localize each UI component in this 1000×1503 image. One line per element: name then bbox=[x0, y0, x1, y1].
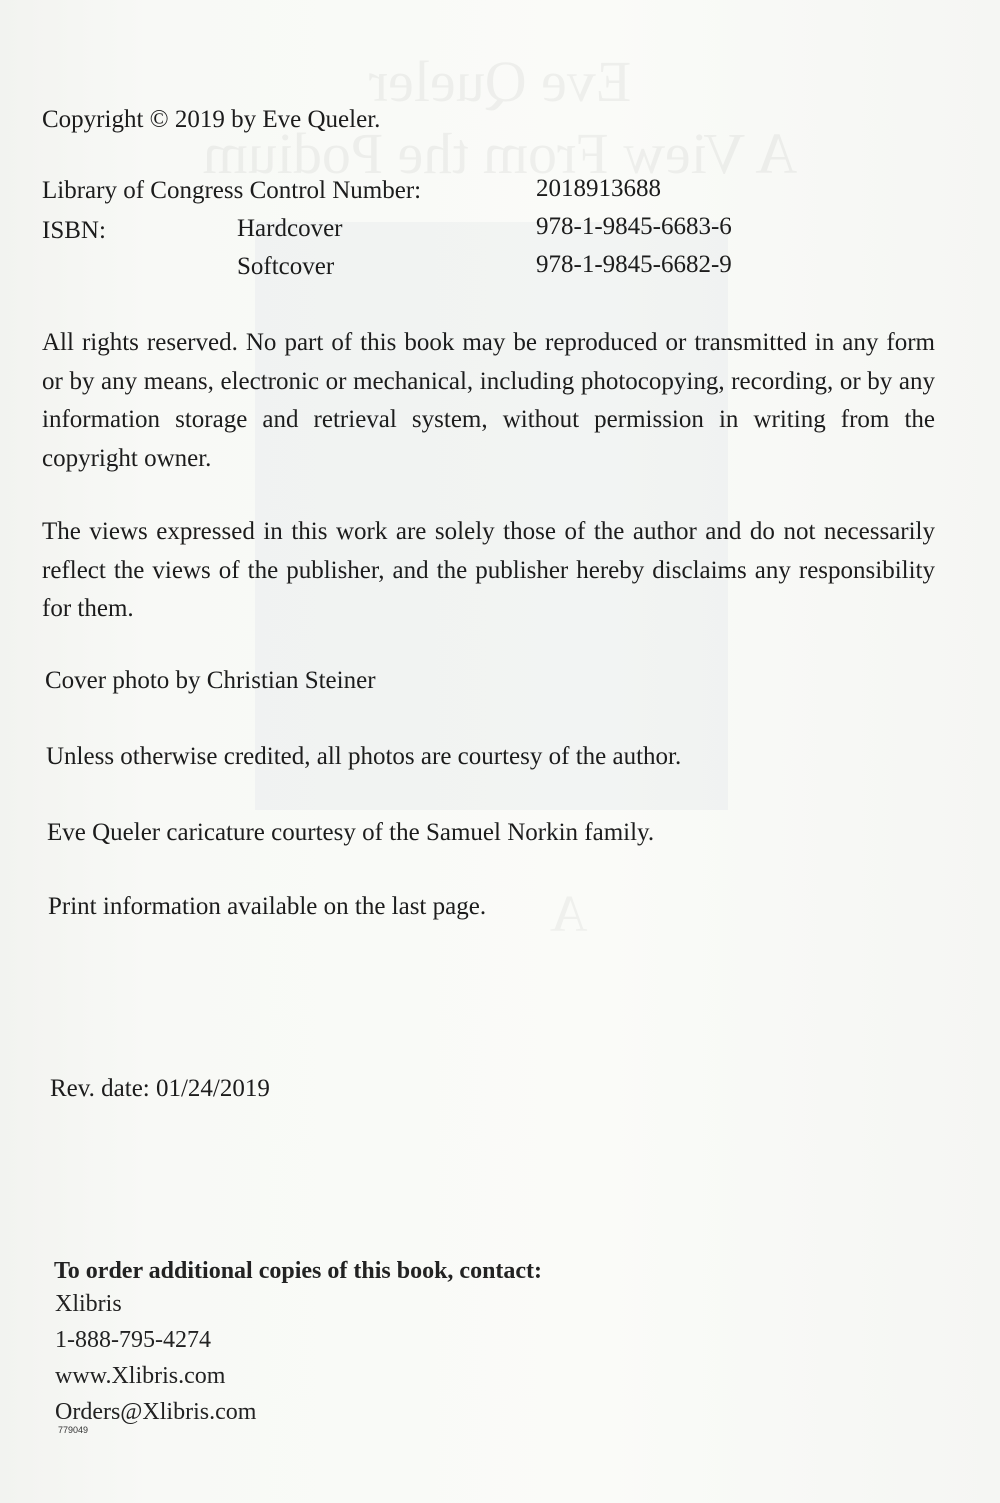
publisher-email: Orders@Xlibris.com bbox=[55, 1399, 257, 1425]
photos-credit: Unless otherwise credited, all photos are courtesy of the author. bbox=[46, 743, 682, 770]
isbn-hardcover-value: 978-1-9845-6683-6 bbox=[536, 213, 732, 240]
copyright-line: Copyright © 2019 by Eve Queler. bbox=[42, 106, 381, 133]
publisher-name: Xlibris bbox=[55, 1291, 122, 1317]
show-through-author bbox=[0, 48, 1000, 115]
order-heading: To order additional copies of this book, contact: bbox=[54, 1258, 543, 1284]
isbn-hardcover-label: Hardcover bbox=[237, 215, 343, 242]
lccn-value: 2018913688 bbox=[536, 175, 661, 202]
cover-photo-credit: Cover photo by Christian Steiner bbox=[45, 667, 376, 694]
show-through-letter bbox=[550, 885, 588, 944]
lccn-label: Library of Congress Control Number: bbox=[42, 177, 422, 204]
caricature-credit: Eve Queler caricature courtesy of the Samuel Norkin family. bbox=[47, 819, 655, 846]
isbn-label: ISBN: bbox=[42, 217, 106, 244]
revision-date: Rev. date: 01/24/2019 bbox=[50, 1075, 270, 1102]
isbn-softcover-label: Softcover bbox=[237, 253, 335, 280]
isbn-softcover-value: 978-1-9845-6682-9 bbox=[536, 251, 732, 278]
print-info: Print information available on the last page. bbox=[48, 893, 487, 920]
views-disclaimer-paragraph: The views expressed in this work are solely those of the author and do not necessarily reflect the views of the publisher, and the publisher hereby disclaims any responsibility for them. bbox=[42, 518, 935, 622]
publisher-website: www.Xlibris.com bbox=[55, 1363, 226, 1389]
publisher-phone: 1-888-795-4274 bbox=[55, 1327, 211, 1353]
print-code: 779049 bbox=[58, 1425, 89, 1435]
rights-paragraph: All rights reserved. No part of this book may be reproduced or transmitted in any form or by any means, electronic or mechanical, including photocopying, recording, or by any information storage and retrieval system, without permission in writing from the copyright owner. bbox=[42, 329, 935, 472]
